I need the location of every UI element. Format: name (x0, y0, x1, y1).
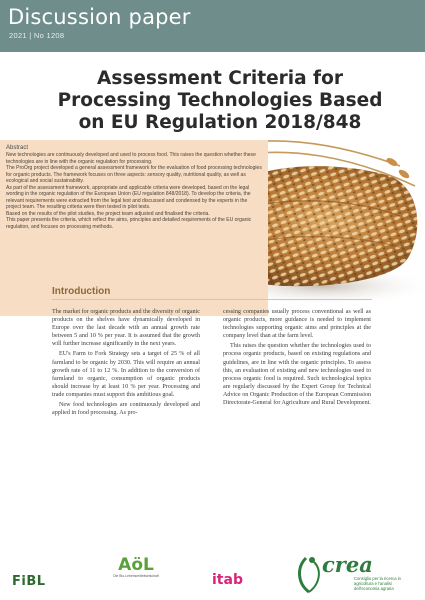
crea-emblem-icon (292, 554, 326, 594)
abstract-box (0, 140, 268, 316)
fibl-logo: FiBL (12, 574, 46, 589)
document-title: Assessment Criteria for Processing Technologies Based on EU Regulation 2018/848 (57, 68, 383, 133)
body-paragraph: The market for organic products and the diversity of organic products on the shelves have dynamically developed in Europe over the last decade with an annual growth rate between 5 and 10 % per year. It is assumed that the growth will further increase significantly in the next years. (52, 309, 200, 348)
series-title: Discussion paper (8, 5, 191, 29)
partner-logos (0, 548, 425, 600)
section-heading-introduction: Introduction (52, 286, 111, 297)
aoel-logo-subtitle: Die Bio-Lebensmittelwirtschaft (113, 574, 159, 578)
section-divider (52, 299, 372, 300)
abstract-paragraph: New technologies are continuously developed and used to process food. This raises the question whether these technologies are in line with the organic regulation for processing. (6, 152, 256, 165)
body-column-left (52, 308, 200, 419)
body-paragraph: New food technologies are continuously developed and applied in food processing. As pro- (52, 402, 200, 417)
body-paragraph: cessing companies usually process conventional as well as organic products, more guidance is needed to implement technologies supporting organic aims and principles at the company level than at the farm level. (223, 309, 371, 340)
abstract-paragraph: As part of the assessment framework, appropriate and applicable criteria were developed, based on the legal wording in the organic regulation of the European Union (EU regulation 848/2018). To develop the criteria, the relevant requirements were extracted from the legal text and discussed and condensed by the experts in the project team. The resulting criteria were then tested in pilot tests. (6, 184, 251, 211)
crea-logo-subtitle: Consiglio per la ricerca in agricoltura e l'analisi dell'economia agraria (354, 576, 402, 591)
body-column-right (223, 308, 371, 409)
crea-logo (292, 552, 420, 598)
series-meta: 2021 | No 1208 (9, 31, 65, 40)
crea-logo-word: crea (322, 552, 373, 577)
aoel-logo-mark: AöL (118, 555, 154, 575)
series-header (0, 0, 425, 52)
abstract-paragraph: The ProOrg project developed a general assessment framework for the evaluation of food processing technologies for organic products. The framework focuses on three aspects: sensory quality, nutritional quality, as well as ecological and social sustainability. (6, 165, 262, 185)
abstract-paragraph: This paper presents the criteria, which reflect the aims, principles and detailed requirements of the EU organic regulation, and focuses on processing methods. (6, 217, 252, 231)
itab-logo: itab (212, 572, 243, 588)
body-paragraph: EU's Farm to Fork Strategy sets a target of 25 % of all farmland to be organic by 2030. This will require an annual growth rate of 11 to 12 %. In addition to the conversion of farmland to organic, consumption of organic products should increase by at least 10 % per year. Processing and trade companies must support this ambitious goal. (52, 351, 200, 398)
abstract-heading: Abstract (6, 145, 29, 151)
abstract-paragraph: Based on the results of the pilot studies, the project team adjusted and finalised the criteria. (6, 210, 210, 217)
body-paragraph: This raises the question whether the technologies used to process organic products, based on existing regulations and guidelines, are in line with the organic principles. To assess this, an evaluation of existing and new technologies used to process organic food is required. Such technological topics are regularly discussed by the Expert Group for Technical Advice on Organic Production of the European Commission Directorate-General for Agriculture and Rural Development. (223, 343, 371, 407)
aoel-logo (110, 556, 162, 578)
